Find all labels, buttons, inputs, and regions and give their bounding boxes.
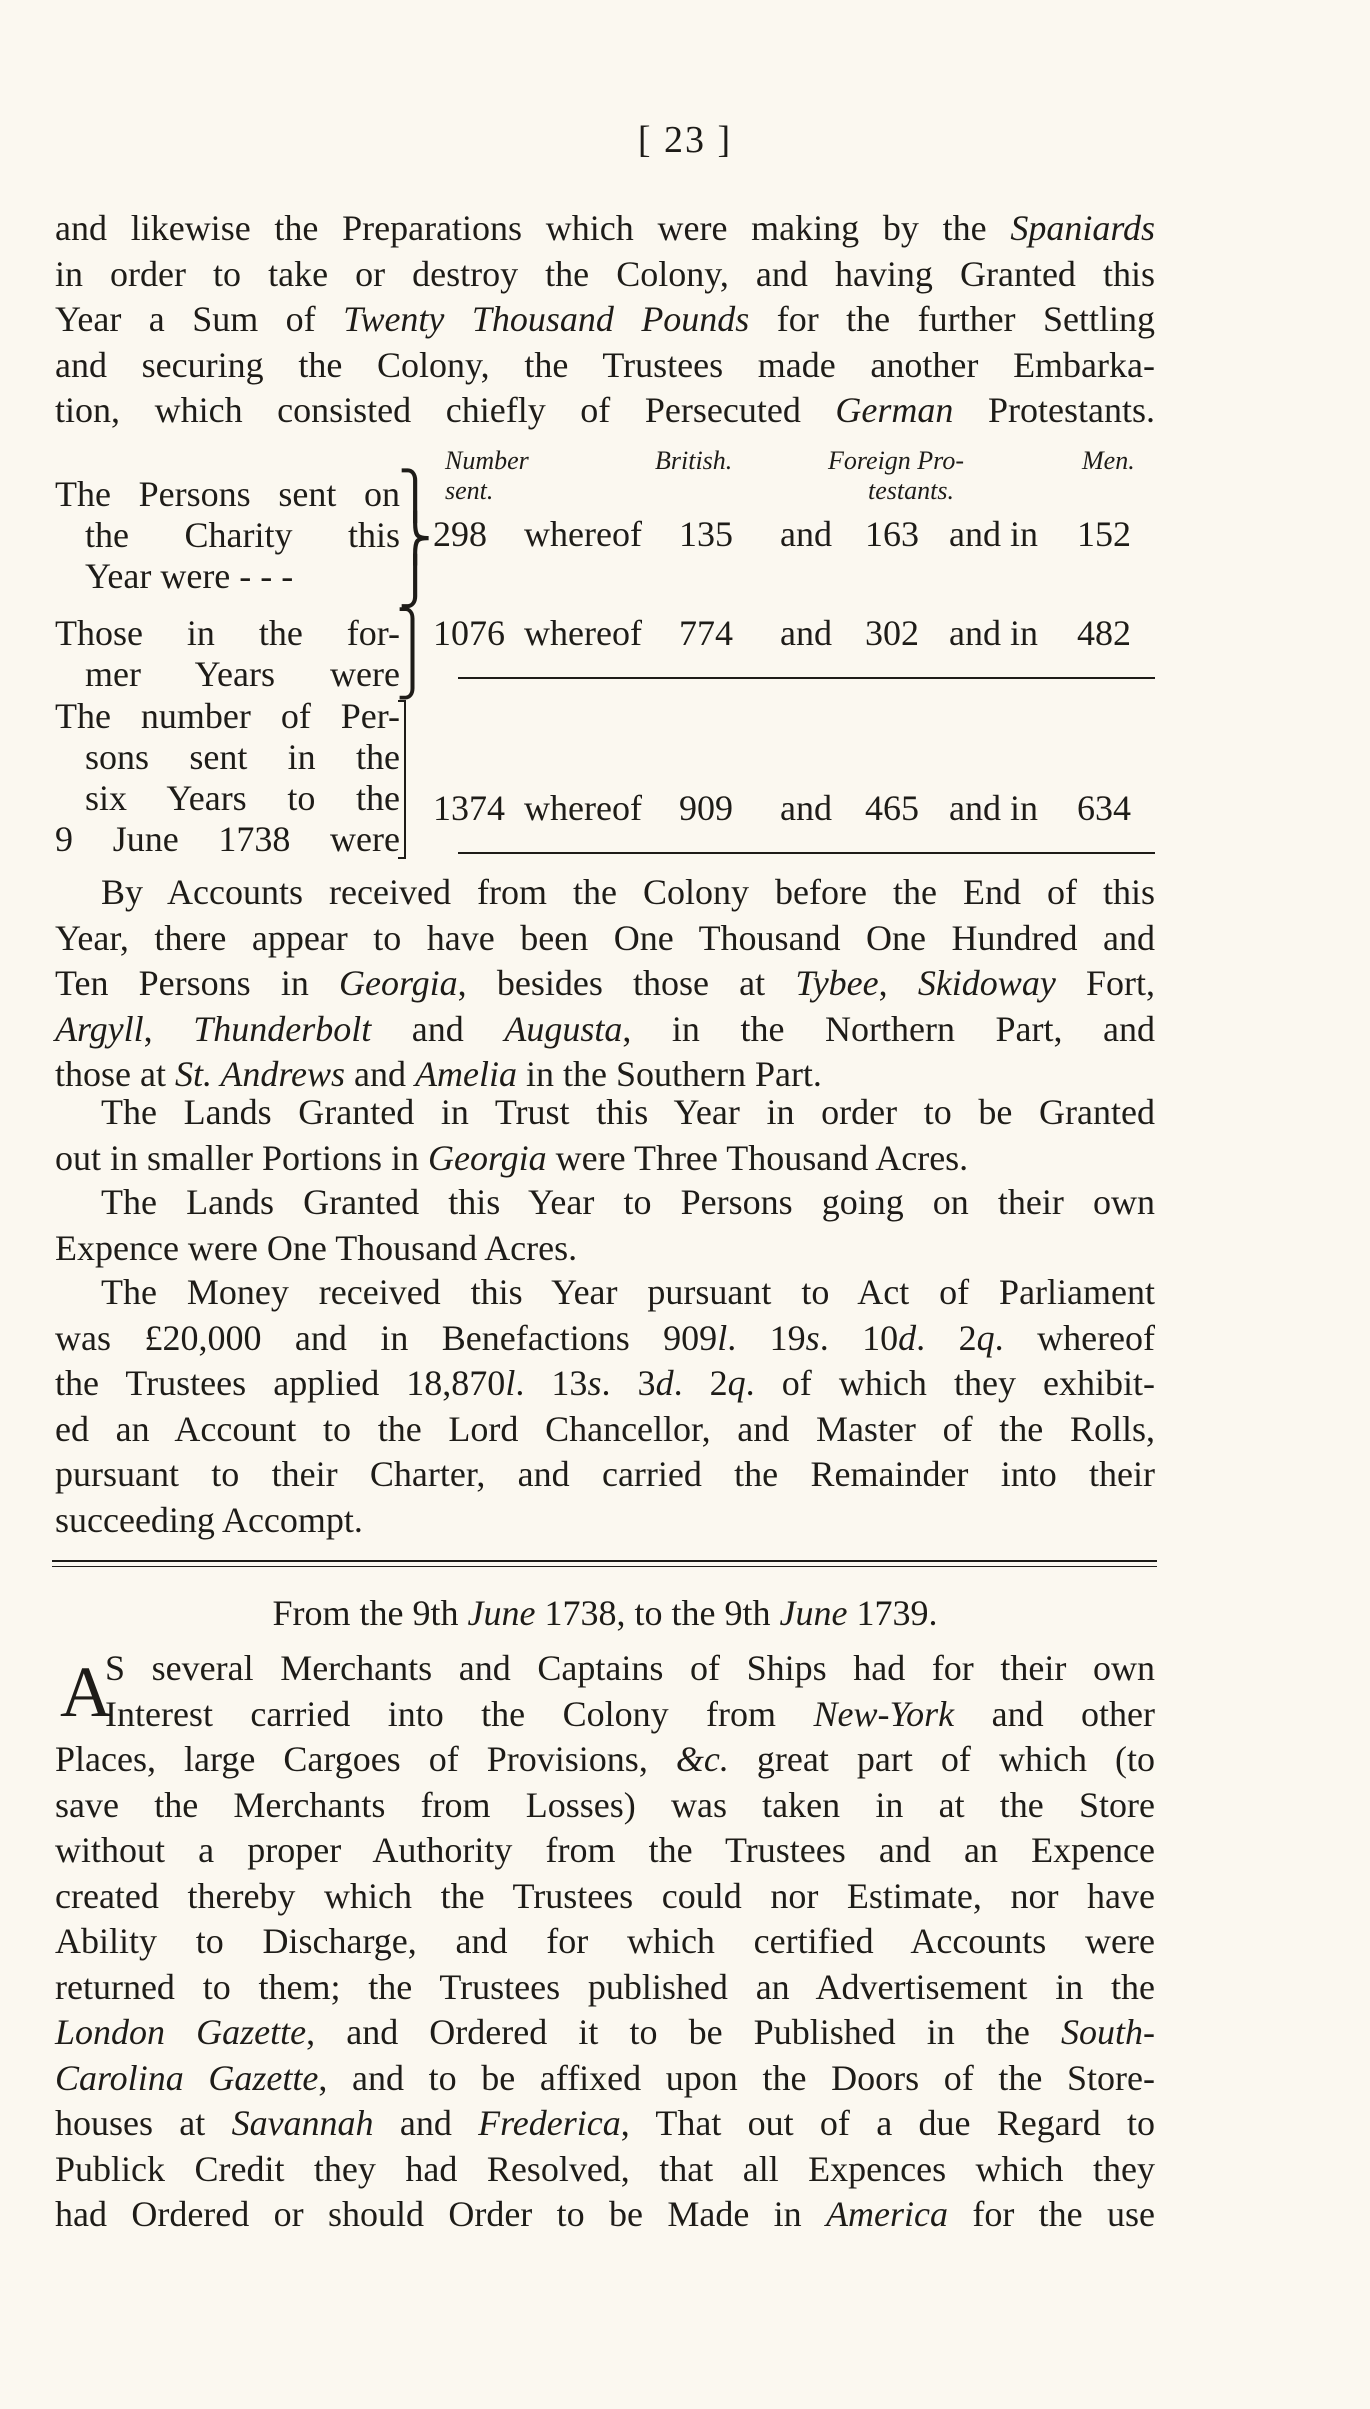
- bracket: [398, 700, 406, 859]
- drop-cap: A: [60, 1652, 112, 1732]
- brace: ⎫ ⎭: [396, 609, 429, 699]
- section-paragraph: S several Merchants and Captains of Ships had for their own Interest carried into the Colony from New-York and other Places, large Cargoes of Provisions, &c. great part of which (to save the Merchants from Losses) was taken in at the Store without a proper Authority from the Trustees and an Expence created thereby which the Trustees could nor Estimate, nor have Ability to Discharge, and for which certified Accounts were returned to them; the Trustees published an Advertisement in the London Gazette, and Ordered it to be Published in the South- Carolina Gazette, and to be affixed upon the Doors of the Store- houses at Savannah and Frederica, That out of a due Regard to Publick Credit they had Resolved, that all Expences which they had Ordered or should Order to be Made in America for the use: [55, 1648, 1155, 2234]
- brace: ⎫ ⎬ ⎭: [398, 470, 433, 607]
- intro-line: Year a Sum of Twenty Thousand Pounds for the further Settling: [55, 299, 1155, 339]
- section-heading: From the 9th June 1738, to the 9th June 1739.: [272, 1593, 938, 1633]
- table-row-label: The Persons sent on the Charity this Year were - - -: [55, 474, 400, 596]
- table-row-label: Those in the for- mer Years were: [55, 613, 400, 694]
- intro-line: in order to take or destroy the Colony, and having Granted this: [55, 253, 1155, 294]
- header-men: Men.: [1082, 446, 1135, 475]
- section-divider: [52, 1566, 1157, 1567]
- sum-rule: [458, 852, 1155, 854]
- header-british: British.: [655, 446, 733, 475]
- table-row-label: The number of Per- sons sent in the six Years to the 9 June 1738 were: [55, 696, 400, 859]
- section-divider: [52, 1560, 1157, 1562]
- intro-line: and securing the Colony, the Trustees made another Embarka-: [55, 344, 1155, 385]
- header-foreign: Foreign Pro- testants.: [828, 446, 964, 505]
- intro-line: tion, which consisted chiefly of Persecuted German Protestants.: [55, 390, 1155, 430]
- intro-paragraph: [55, 206, 1155, 434]
- sum-rule: [458, 677, 1155, 679]
- page-number: [ 23 ]: [637, 119, 733, 161]
- paragraph: The Lands Granted in Trust this Year in order to be Granted out in smaller Portions in Georgia were Three Thousand Acres.: [55, 1092, 1155, 1178]
- paragraph: The Lands Granted this Year to Persons going on their own Expence were One Thousand Acres.: [55, 1182, 1155, 1268]
- paragraph: The Money received this Year pursuant to Act of Parliament was £20,000 and in Benefactions 909l. 19s. 10d. 2q. whereof the Trustees applied 18,870l. 13s. 3d. 2q. of which they exhibit- ed an Account to the Lord Chancellor, and Master of the Rolls, pursuant to their Charter, and carried the Remainder into their succeeding Accompt.: [55, 1272, 1156, 1540]
- intro-line: and likewise the Preparations which were making by the Spaniards: [55, 208, 1155, 248]
- document-page: [ 23 ] and likewise the Preparations which were making by the Spaniards in order to take or destroy the Colony, and having Granted this Year a Sum of Twenty Thousand Pounds for the further Settling and securing the Colony, the Trustees made another Embarka- tion, which consisted chiefly of Persecuted German Protestants. Number sent. British. Foreign Pro- testants. Men. The Persons sent on the Charity this Year were - - - ⎫ ⎬ ⎭ 298 whereof 135 and 163 and in 152 Those in the for- mer Years were ⎫ ⎭ 1076 whereof 774 and 302 and in 482 The number of Per- sons sent in the six Years to the 9 June 1738 were 1374 whereof 909 and 465 and in 634 By Accounts received from the Colony before the End of this Year, there appear to have been One Thousand One Hundred and Ten Persons in Georgia, besides those at Tybee, Skidoway Fort, Argyll, Thunderbolt and Augusta, in the Northern Part, and those at St. Andrews and Amelia in the Southern Part. The Lands Granted in Trust this Year in order to be Granted out in smaller Portions in Georgia were Three Thousand Acres. The Lands Granted this Year to Persons going on their own Expence were One Thousand Acres. The Money received this Year pursuant to Act of Parliament was £20,000 and in Benefactions 909l. 19s. 10d. 2q. whereof the Trustees applied 18,870l. 13s. 3d. 2q. of which they exhibit- ed an Account to the Lord Chancellor, and Master of the Rolls, pursuant to their Charter, and carried the Remainder into their succeeding Accompt. From the 9th June 1738, to the 9th June 1739. A S several Merchants and Captains of Ships had for their own Interest carried into the Colony from New-York and other Places, large Cargoes of Provisions, &c. great part of which (to save the Merchants from Losses) was taken in at the Store without a proper Authority from the Trustees and an Expence created thereby which the Trustees could nor Estimate, nor have Ability to Discharge, and for which certified Accounts were returned to them; the Trustees published an Advertisement in the London Gazette, and Ordered it to be Published in the South- Carolina Gazette, and to be affixed upon the Doors of the Store- houses at Savannah and Frederica, That out of a due Regard to Publick Credit they had Resolved, that all Expences which they had Ordered or should Order to be Made in America for the use: [0, 0, 1370, 2409]
- paragraph: By Accounts received from the Colony before the End of this Year, there appear to have been One Thousand One Hundred and Ten Persons in Georgia, besides those at Tybee, Skidoway Fort, Argyll, Thunderbolt and Augusta, in the Northern Part, and those at St. Andrews and Amelia in the Southern Part.: [55, 872, 1156, 1094]
- header-number: Number sent.: [445, 446, 529, 505]
